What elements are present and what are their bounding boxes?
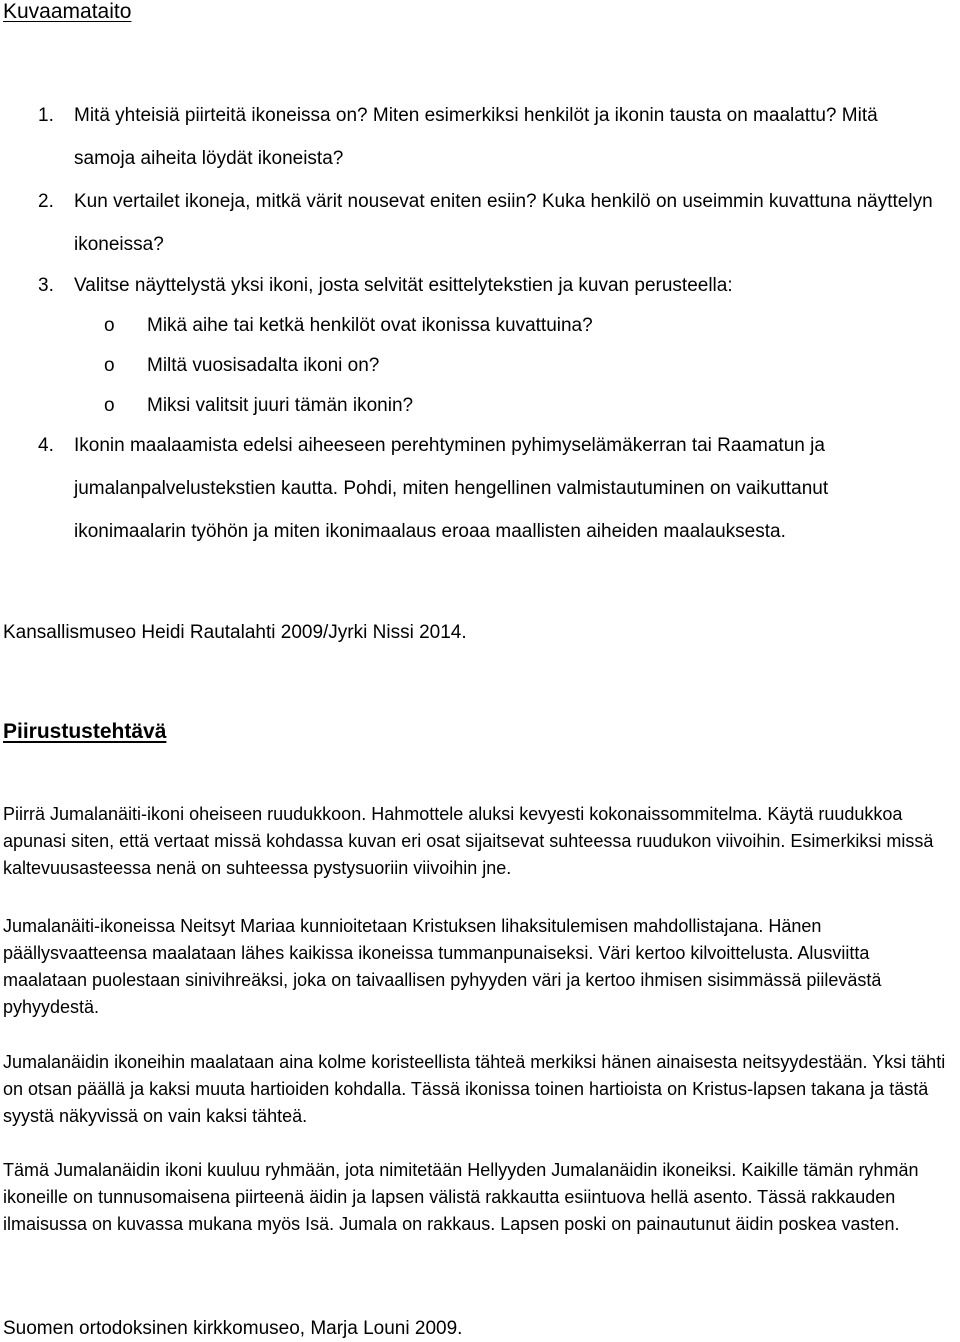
question-1 bbox=[38, 94, 938, 180]
section-heading-piirustustehtava: Piirustustehtävä bbox=[3, 720, 167, 743]
page-title: Kuvaamataito bbox=[3, 0, 132, 23]
question-text: Valitse näyttelystä yksi ikoni, josta selvität esittelytekstien ja kuvan perusteella: bbox=[74, 275, 733, 296]
subquestion-text: Mikä aihe tai ketkä henkilöt ovat ikonissa kuvattuina? bbox=[147, 315, 593, 336]
bullet-o-icon: o bbox=[104, 395, 115, 416]
credit-kansallismuseo: Kansallismuseo Heidi Rautalahti 2009/Jyrki Nissi 2014. bbox=[3, 622, 467, 643]
question-number: 3. bbox=[38, 275, 54, 296]
credit-kirkkomuseo: Suomen ortodoksinen kirkkomuseo, Marja Louni 2009. bbox=[3, 1318, 463, 1339]
question-text: Mitä yhteisiä piirteitä ikoneissa on? Miten esimerkiksi henkilöt ja ikonin tausta on maalattu? Mitä samoja aiheita löydät ikoneista? bbox=[74, 105, 878, 169]
question-2 bbox=[38, 180, 938, 266]
subquestion-text: Miltä vuosisadalta ikoni on? bbox=[147, 355, 380, 376]
question-number: 2. bbox=[38, 191, 54, 212]
paragraph-drawing-instructions: Piirrä Jumalanäiti-ikoni oheiseen ruudukkoon. Hahmottele aluksi kevyesti kokonaissommitelma. Käytä ruudukkoa apunasi siten, että vertaat missä kohdassa kuvan eri osat sijaitsevat suhteessa ruudukon viivoihin. Esimerkiksi missä kaltevuusasteessa nenä on suhteessa pystysuoriin viivoihin jne. bbox=[3, 804, 934, 878]
question-number: 4. bbox=[38, 435, 54, 456]
paragraph-tenderness: Tämä Jumalanäidin ikoni kuuluu ryhmään, jota nimitetään Hellyyden Jumalanäidin ikoneiksi. Kaikille tämän ryhmän ikoneille on tunnusomaisena piirteenä äidin ja lapsen välistä rakkautta esiintuova hellä asento. Tässä rakkauden ilmaisussa on kuvassa mukana myös Isä. Jumala on rakkaus. Lapsen poski on painautunut äidin poskea vasten. bbox=[3, 1160, 919, 1234]
question-text: Ikonin maalaamista edelsi aiheeseen perehtyminen pyhimyselämäkerran tai Raamatun ja jumalanpalvelustekstien kautta. Pohdi, miten hengellinen valmistautuminen on vaikuttanut ikonimaalarin työhön ja miten ikonimaalaus eroaa maallisten aiheiden maalauksesta. bbox=[74, 435, 829, 542]
bullet-o-icon: o bbox=[104, 315, 115, 336]
bullet-o-icon: o bbox=[104, 355, 115, 376]
question-text: Kun vertailet ikoneja, mitkä värit nousevat eniten esiin? Kuka henkilö on useimmin kuvattuna näyttelyn ikoneissa? bbox=[74, 191, 933, 255]
question-3 bbox=[38, 264, 938, 307]
question-number: 1. bbox=[38, 105, 54, 126]
paragraph-colors: Jumalanäiti-ikoneissa Neitsyt Mariaa kunnioitetaan Kristuksen lihaksitulemisen mahdollistajana. Hänen päällysvaatteensa maalataan lähes kaikissa ikoneissa tummanpunaiseksi. Väri kertoo kilvoittelusta. Alusviitta maalataan puolestaan sinivihreäksi, joka on taivaallisen pyhyyden väri ja kertoo ihmisen sisimmässä piilevästä pyhyydestä. bbox=[3, 916, 882, 1017]
paragraph-stars: Jumalanäidin ikoneihin maalataan aina kolme koristeellista tähteä merkiksi hänen ainaisesta neitsyydestään. Yksi tähti on otsan päällä ja kaksi muuta hartioiden kohdalla. Tässä ikonissa toinen hartioista on Kristus-lapsen takana ja tästä syystä näkyvissä on vain kaksi tähteä. bbox=[3, 1052, 946, 1126]
question-4 bbox=[38, 424, 938, 553]
subquestion-text: Miksi valitsit juuri tämän ikonin? bbox=[147, 395, 414, 416]
